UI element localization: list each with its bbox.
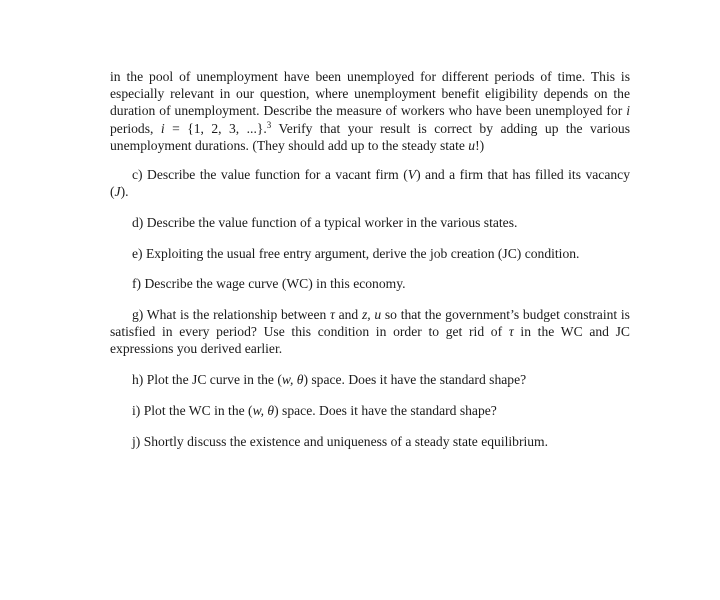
text-segment: and: [334, 307, 362, 323]
question-h: [110, 371, 630, 388]
text-segment: in the WC and JC expressions you derived earlier.: [110, 324, 631, 357]
question-e: [110, 245, 630, 262]
text-segment: so that the government’s budget constraint is satisfied in every period? Use this condition in order to get rid of: [110, 307, 630, 340]
text-segment: ).: [120, 184, 129, 200]
question-j: [110, 433, 630, 450]
text-segment: ) space. Does it have the standard shape?: [303, 372, 527, 388]
text-segment: c) Describe the value function for a vacant firm (: [132, 167, 408, 183]
text-segment: i) Plot the WC in the (: [132, 402, 253, 418]
text-segment: Verify that your result is correct by adding up the various unemployment durations. (They should add up to the steady state: [110, 120, 631, 153]
math-tau: τ: [508, 324, 514, 340]
math-w-theta: w, θ: [252, 402, 275, 418]
text-segment: ) space. Does it have the standard shape?: [274, 402, 497, 418]
document-body: [110, 68, 630, 450]
question-g: [110, 306, 630, 358]
math-tau: τ: [330, 307, 335, 323]
math-u: u: [468, 137, 476, 153]
text-segment: e) Exploiting the usual free entry argument, derive the job creation (JC) condition.: [132, 245, 580, 261]
text-segment: g) What is the relationship between: [132, 307, 330, 323]
math-set: = {1, 2, 3, ...}.: [164, 120, 267, 136]
question-d: [110, 214, 630, 231]
text-segment: h) Plot the JC curve in the (: [132, 372, 282, 388]
math-z-u: z, u: [361, 307, 382, 323]
text-segment: j) Shortly discuss the existence and uniqueness of a steady state equilibrium.: [132, 433, 549, 449]
text-segment: periods,: [110, 120, 161, 136]
math-v: V: [407, 167, 417, 183]
math-i: i: [626, 103, 630, 119]
math-i: i: [160, 120, 165, 136]
question-i: [110, 402, 630, 419]
footnote-marker: 3: [266, 119, 272, 130]
text-segment: d) Describe the value function of a typical worker in the various states.: [132, 214, 518, 230]
text-segment: !): [475, 137, 485, 153]
paragraph-unemployment-durations: [110, 68, 630, 154]
math-w-theta: w, θ: [281, 372, 304, 388]
question-f: [110, 275, 630, 292]
text-segment: in the pool of unemployment have been unemployed for different periods of time. This is especially relevant in our question, where unemployment benefit eligibility depends on the duration of unemployment. Describe the measure of workers who have been unemployed for: [110, 69, 630, 119]
text-segment: f) Describe the wage curve (WC) in this economy.: [132, 276, 406, 292]
question-c: [110, 166, 630, 200]
text-segment: ) and a firm that has filled its vacancy (: [110, 167, 630, 200]
math-j: J: [114, 184, 121, 200]
